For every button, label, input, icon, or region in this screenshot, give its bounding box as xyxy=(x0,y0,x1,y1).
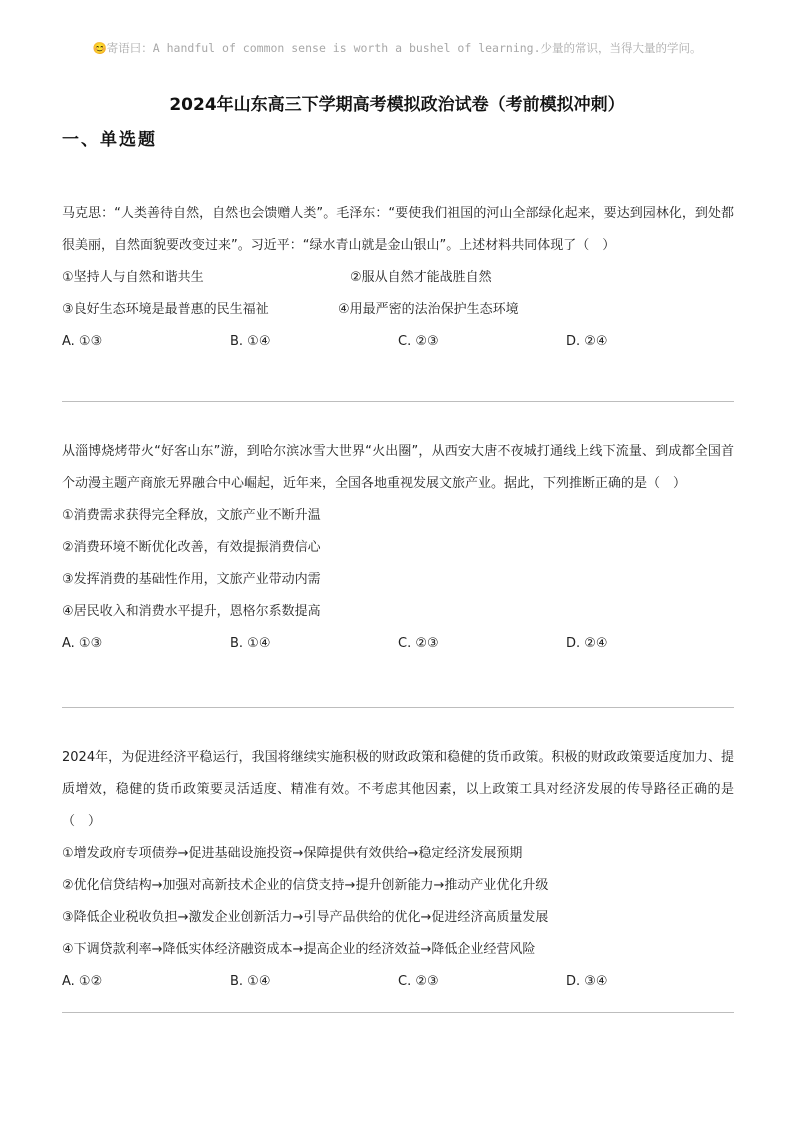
statement-option: ④居民收入和消费水平提升，恩格尔系数提高 xyxy=(62,604,321,619)
answer-choice-a[interactable]: A. ①③ xyxy=(62,334,103,349)
question-1 xyxy=(62,198,734,358)
answer-choice-a[interactable]: A. ①③ xyxy=(62,636,103,651)
statement-option: ①增发政府专项债券→促进基础设施投资→保障提供有效供给→稳定经济发展预期 xyxy=(62,846,523,861)
statement-option: ②优化信贷结构→加强对高新技术企业的信贷支持→提升创新能力→推动产业优化升级 xyxy=(62,878,549,893)
statement-option: ③降低企业税收负担→激发企业创新活力→引导产品供给的优化→促进经济高质量发展 xyxy=(62,910,549,925)
answer-choice-c[interactable]: C. ②③ xyxy=(398,974,439,989)
answer-choices xyxy=(62,326,734,358)
motto-watermark: 😊寄语曰：A handful of common sense is worth a bushel of learning.少量的常识，当得大量的学问。 xyxy=(92,41,702,55)
statement-option: ②服从自然才能战胜自然 xyxy=(350,270,492,285)
answer-choices xyxy=(62,628,734,660)
statement-option: ③发挥消费的基础性作用，文旅产业带动内需 xyxy=(62,572,321,587)
statement-option: ③良好生态环境是最普惠的民生福祉 xyxy=(62,302,269,317)
answer-choices xyxy=(62,966,734,998)
answer-choice-b[interactable]: B. ①④ xyxy=(230,334,271,349)
question-stem: 从淄博烧烤带火“好客山东”游，到哈尔滨冰雪大世界“火出圈”，从西安大唐不夜城打通线上线下流量、到成都全国首个动漫主题产商旅无界融合中心崛起，近年来，全国各地重视发展文旅产业。据此，下列推断正确的是（ ） xyxy=(62,444,734,491)
question-stem: 2024年，为促进经济平稳运行，我国将继续实施积极的财政政策和稳健的货币政策。积极的财政政策要适度加力、提质增效，稳健的货币政策要灵活适度、精准有效。不考虑其他因素，以上政策工具对经济发展的传导路径正确的是（ ） xyxy=(62,750,734,829)
question-divider xyxy=(62,401,734,402)
answer-choice-d[interactable]: D. ②④ xyxy=(566,636,608,651)
statement-row xyxy=(62,262,734,294)
question-3 xyxy=(62,742,734,998)
statement-option: ①坚持人与自然和谐共生 xyxy=(62,270,204,285)
statement-option: ④用最严密的法治保护生态环境 xyxy=(338,302,519,317)
statement-row xyxy=(62,294,734,326)
statement-option: ①消费需求获得完全释放，文旅产业不断升温 xyxy=(62,508,321,523)
answer-choice-c[interactable]: C. ②③ xyxy=(398,334,439,349)
question-divider xyxy=(62,1012,734,1013)
question-divider xyxy=(62,707,734,708)
answer-choice-d[interactable]: D. ③④ xyxy=(566,974,608,989)
answer-choice-b[interactable]: B. ①④ xyxy=(230,636,271,651)
exam-title: 2024年山东高三下学期高考模拟政治试卷（考前模拟冲刺） xyxy=(169,95,625,115)
answer-choice-c[interactable]: C. ②③ xyxy=(398,636,439,651)
section-heading: 一、单选题 xyxy=(62,130,157,150)
statement-option: ④下调贷款利率→降低实体经济融资成本→提高企业的经济效益→降低企业经营风险 xyxy=(62,942,536,957)
statement-option: ②消费环境不断优化改善，有效提振消费信心 xyxy=(62,540,321,555)
answer-choice-a[interactable]: A. ①② xyxy=(62,974,103,989)
question-2 xyxy=(62,436,734,660)
answer-choice-b[interactable]: B. ①④ xyxy=(230,974,271,989)
question-stem: 马克思：“人类善待自然，自然也会馈赠人类”。毛泽东：“要使我们祖国的河山全部绿化起来，要达到园林化，到处都很美丽，自然面貌要改变过来”。习近平：“绿水青山就是金山银山”。上述材料共同体现了（ ） xyxy=(62,206,734,253)
answer-choice-d[interactable]: D. ②④ xyxy=(566,334,608,349)
